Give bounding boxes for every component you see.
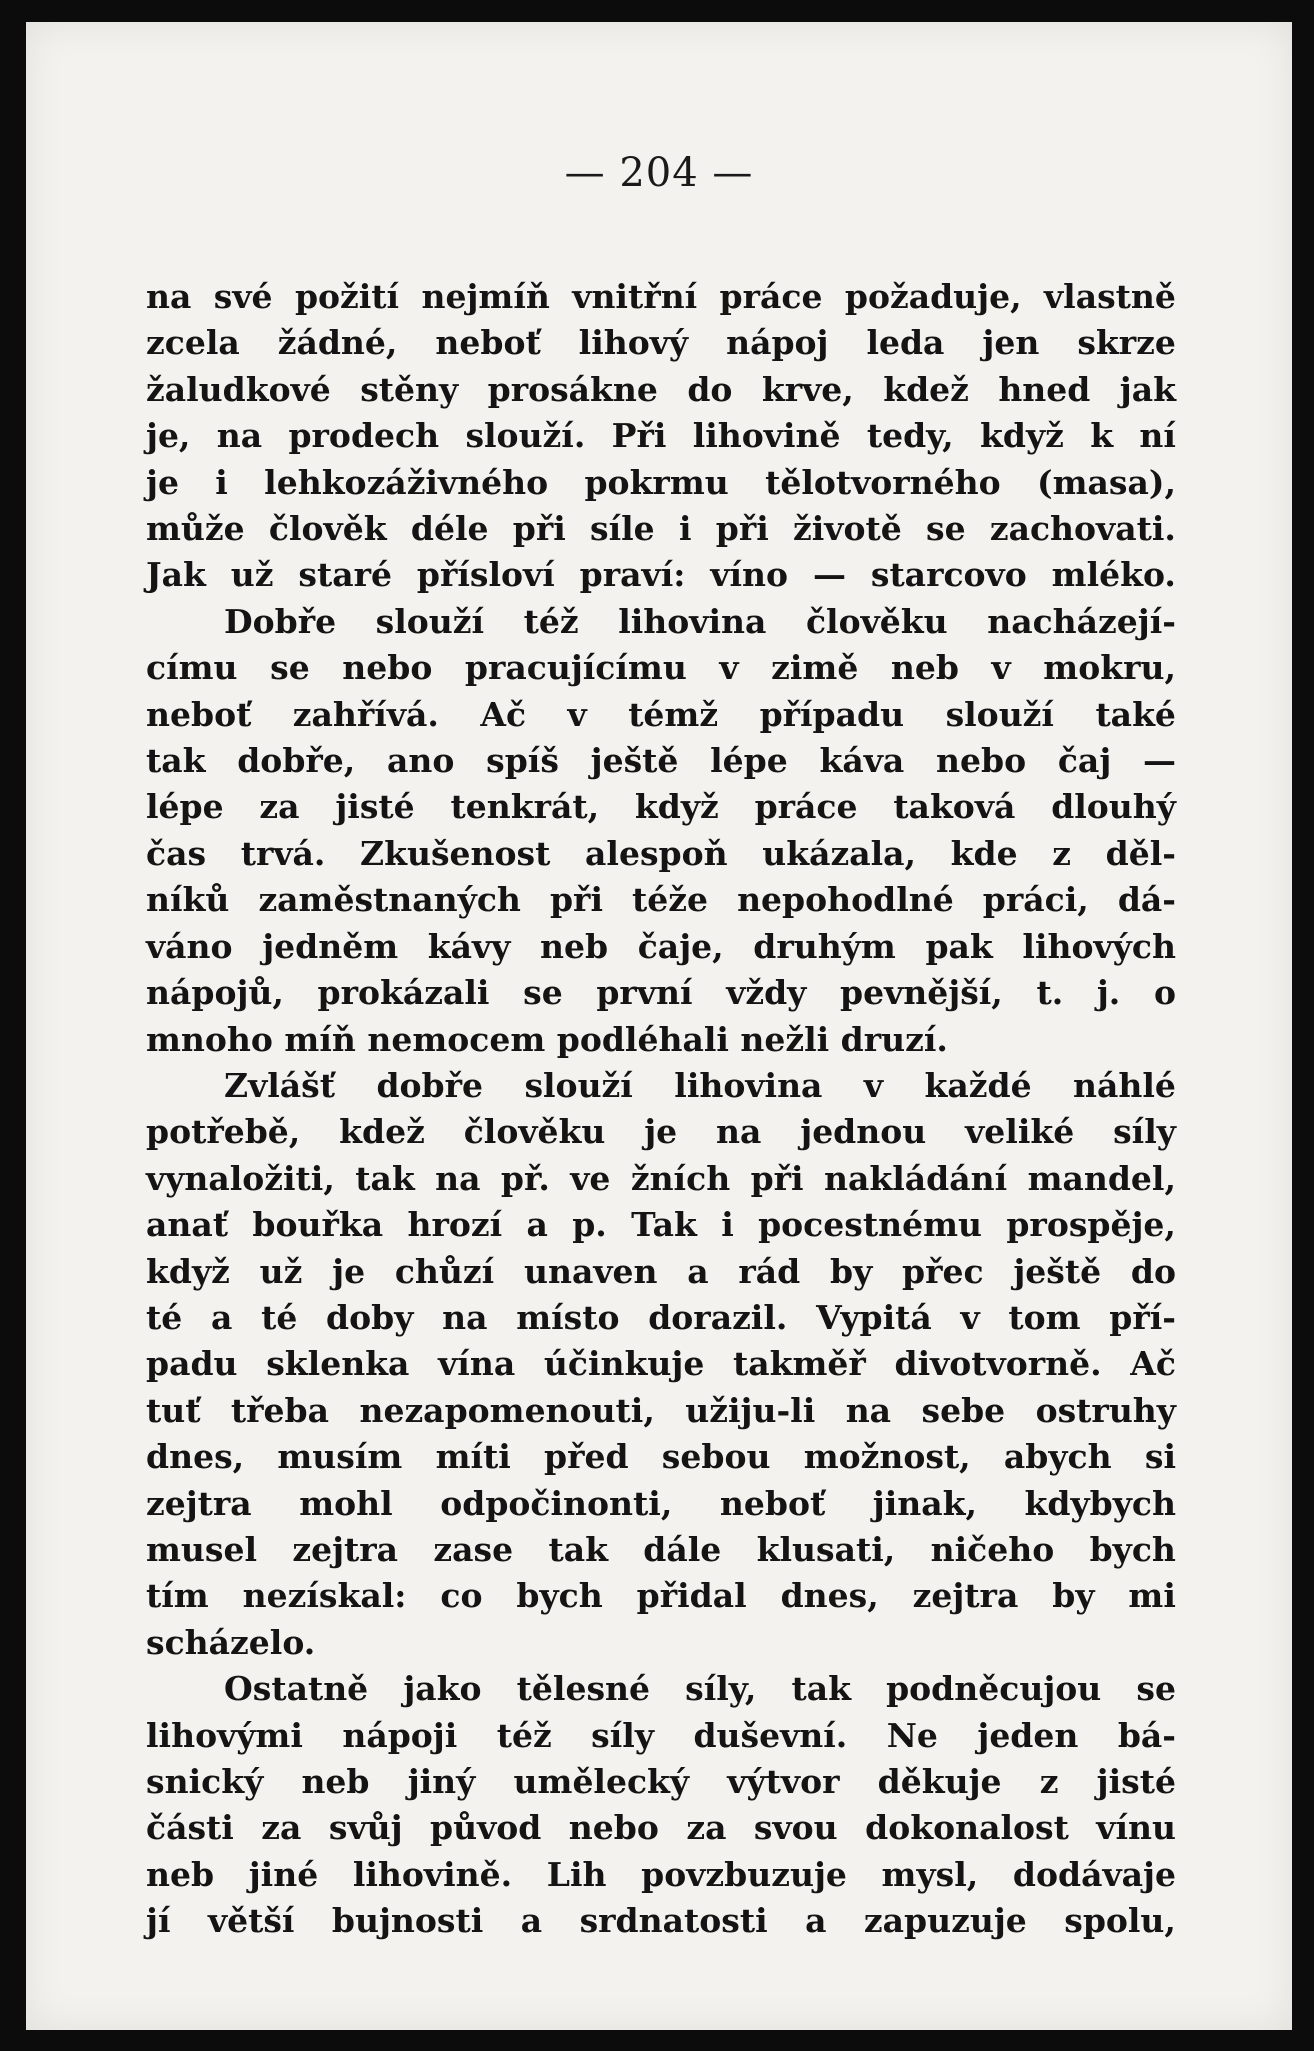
book-page [26, 22, 1292, 2030]
text-line: jí větší bujnosti a srdnatosti a zapuzuje spolu, [146, 1901, 1176, 1941]
text-line: padu sklenka vína účinkuje takměř divotvorně. Ač [146, 1344, 1176, 1384]
text-line: té a té doby na místo dorazil. Vypitá v tom pří- [146, 1297, 1176, 1337]
text-line: lihovými nápoji též síly duševní. Ne jeden bá- [146, 1715, 1176, 1755]
text-line: Jak už staré přísloví praví: víno — starcovo mléko. [146, 555, 1176, 595]
text-line: zejtra mohl odpočinonti, neboť jinak, kdybych [146, 1483, 1176, 1523]
text-line: může člověk déle při síle i při životě se zachovati. [146, 509, 1176, 549]
text-line: když už je chůzí unaven a rád by přec ještě do [146, 1251, 1176, 1291]
text-line: části za svůj původ nebo za svou dokonalost vínu [146, 1808, 1176, 1848]
text-line: lépe za jisté tenkrát, když práce taková dlouhý [146, 787, 1176, 827]
text-line: žaludkové stěny prosákne do krve, kdež hned jak [146, 369, 1176, 409]
text-line: vynaložiti, tak na př. ve žních při nakládání mandel, [146, 1158, 1176, 1198]
text-line: čas trvá. Zkušenost alespoň ukázala, kde z děl- [146, 833, 1176, 873]
text-line: dnes, musím míti před sebou možnost, abych si [146, 1437, 1176, 1477]
text-line: anať bouřka hrozí a p. Tak i pocestnému prospěje, [146, 1205, 1176, 1245]
text-line: neb jiné lihovině. Lih povzbuzuje mysl, dodávaje [146, 1854, 1176, 1894]
text-line: musel zejtra zase tak dále klusati, ničeho bych [146, 1529, 1176, 1569]
text-line: váno jedněm kávy neb čaje, druhým pak lihových [146, 926, 1176, 966]
text-line: je, na prodech slouží. Při lihovině tedy, když k ní [146, 416, 1176, 456]
text-line: tak dobře, ano spíš ještě lépe káva nebo čaj — [146, 741, 1176, 781]
text-line: na své požití nejmíň vnitřní práce požaduje, vlastně [146, 277, 1176, 316]
paragraph [146, 274, 1176, 599]
paragraph [146, 1063, 1176, 1666]
body-text [146, 274, 1176, 1945]
text-line: zcela žádné, neboť lihový nápoj leda jen skrze [146, 323, 1176, 363]
text-line: níků zaměstnaných při téže nepohodlné práci, dá- [146, 880, 1176, 920]
text-line: címu se nebo pracujícímu v zimě neb v mokru, [146, 648, 1176, 688]
text-line: potřebě, kdež člověku je na jednou veliké síly [146, 1112, 1176, 1152]
text-line: tuť třeba nezapomenouti, užiju-li na sebe ostruhy [146, 1390, 1176, 1430]
page-number: — 204 — [564, 150, 754, 196]
text-line: nápojů, prokázali se první vždy pevnější, t. j. o [146, 973, 1176, 1013]
text-line: scházelo. [146, 1622, 316, 1662]
text-line: tím nezískal: co bych přidal dnes, zejtra by mi [146, 1576, 1176, 1616]
text-line: Dobře slouží též lihovina člověku nacházejí- [224, 601, 1176, 641]
text-line: neboť zahřívá. Ač v témž případu slouží také [146, 694, 1176, 734]
text-line: mnoho míň nemocem podléhali nežli druzí. [146, 1019, 948, 1059]
text-line: je i lehkozáživného pokrmu tělotvorného (masa), [146, 462, 1176, 502]
text-line: snický neb jiný umělecký výtvor děkuje z jisté [146, 1762, 1176, 1801]
paragraph [146, 599, 1176, 1063]
text-line: Ostatně jako tělesné síly, tak podněcujou se [224, 1669, 1176, 1709]
paragraph [146, 1666, 1176, 1944]
text-line: Zvlášť dobře slouží lihovina v každé náhlé [224, 1065, 1176, 1105]
